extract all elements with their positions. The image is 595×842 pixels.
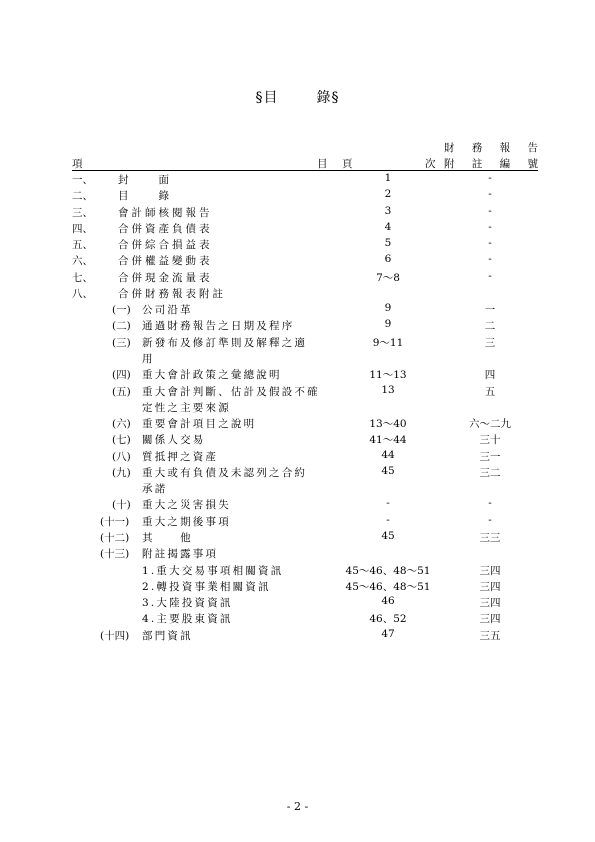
table-row — [0, 400, 595, 416]
row-label: (八) — [112, 450, 131, 463]
row-page: 7～8 — [376, 271, 400, 284]
table-row — [0, 221, 595, 237]
table-row — [0, 367, 595, 383]
note-header-char: 告 — [527, 142, 538, 154]
row-note: 三四 — [479, 597, 501, 609]
table-row — [0, 351, 595, 367]
table-row — [0, 449, 595, 465]
row-page: 45 — [381, 464, 395, 477]
row-text: 會計師核閱報告 — [118, 206, 213, 219]
header-mu: 目 — [317, 158, 328, 170]
row-note: 六～二九 — [469, 418, 511, 430]
row-note: - — [488, 172, 492, 184]
table-row — [0, 563, 595, 579]
row-label: (四) — [112, 369, 131, 382]
row-page: 13 — [381, 383, 395, 396]
row-page: 47 — [381, 627, 395, 640]
row-text: 合併權益變動表 — [118, 255, 213, 268]
row-note: 二 — [484, 320, 496, 333]
row-page: 9～11 — [372, 336, 404, 349]
table-row — [0, 384, 595, 400]
table-row — [0, 188, 595, 204]
row-note: - — [488, 269, 492, 282]
row-text: 重大會計判斷、估計及假設不確 — [142, 385, 320, 398]
row-text: 合併綜合損益表 — [118, 239, 213, 252]
row-note: 三四 — [479, 564, 501, 577]
table-row — [0, 481, 595, 497]
row-note: 三二 — [479, 466, 501, 479]
note-header-char: 報 — [499, 142, 511, 154]
row-note: - — [488, 204, 492, 217]
row-label: 四、 — [72, 222, 93, 235]
row-label: 五、 — [72, 239, 93, 252]
row-text: 其 他 — [142, 531, 193, 544]
row-label: 二、 — [72, 190, 93, 203]
row-page: - — [386, 513, 390, 526]
row-note: 四 — [484, 369, 496, 382]
row-note: 三五 — [479, 629, 501, 642]
row-page: 46 — [381, 595, 395, 607]
row-text: 封 面 — [118, 174, 172, 186]
row-label: (三) — [112, 336, 131, 349]
row-page: 3 — [384, 204, 392, 217]
row-text: 重大會計政策之彙總說明 — [142, 369, 282, 382]
table-row — [0, 416, 595, 432]
row-label: 八、 — [72, 287, 93, 300]
row-label: (十三) — [100, 548, 130, 561]
row-text: 部門資訊 — [142, 629, 193, 642]
row-text: 關係人交易 — [142, 434, 206, 447]
row-text: 重大之災害損失 — [142, 499, 231, 512]
page-title — [0, 87, 595, 107]
row-page: 13～40 — [369, 418, 407, 430]
row-text: 質抵押之資產 — [142, 450, 219, 463]
row-label: (十四) — [100, 629, 130, 642]
row-note: - — [488, 253, 492, 266]
row-note: 三四 — [479, 613, 501, 626]
row-page: 45～46、48～51 — [345, 580, 431, 593]
table-row — [0, 432, 595, 448]
row-text: 合併現金流量表 — [118, 271, 213, 284]
row-label: (六) — [112, 418, 131, 430]
row-page: 9 — [384, 302, 392, 315]
row-text: 承諾 — [142, 483, 168, 496]
row-text: 目 錄 — [118, 190, 172, 203]
table-row — [0, 318, 595, 334]
row-text: 新發布及修訂準則及解釋之適 — [142, 336, 308, 349]
row-note: 三四 — [479, 580, 501, 593]
row-label: (十一) — [100, 515, 130, 528]
row-label: (十二) — [100, 531, 130, 544]
row-page: 6 — [384, 253, 392, 266]
row-note: 三三 — [479, 531, 501, 544]
table-row — [0, 270, 595, 286]
row-page: 2 — [384, 188, 392, 201]
note-header-char: 號 — [527, 158, 538, 170]
row-text: 1.重大交易事項相關資訊 — [142, 564, 284, 577]
row-text: 公司沿革 — [142, 304, 193, 317]
table-row — [0, 465, 595, 481]
row-note: 三 — [484, 336, 496, 349]
row-text: 附註揭露事項 — [142, 548, 219, 561]
note-header-char: 註 — [471, 158, 483, 170]
row-note: - — [488, 513, 492, 526]
note-header-char: 務 — [471, 142, 483, 154]
row-page: 4 — [384, 220, 392, 233]
row-label: (一) — [112, 304, 131, 317]
table-row — [0, 286, 595, 302]
table-row — [0, 253, 595, 269]
row-text: 通過財務報告之日期及程序 — [142, 320, 295, 333]
row-text: 重大之期後事項 — [142, 515, 231, 528]
row-text: 合併資產負債表 — [118, 222, 213, 235]
row-label: 七、 — [72, 271, 93, 284]
table-row — [0, 497, 595, 513]
row-text: 合併財務報表附註 — [118, 287, 226, 300]
table-row — [0, 302, 595, 318]
row-page: 45 — [381, 529, 395, 542]
row-page: 46、52 — [369, 613, 407, 626]
row-label: (二) — [112, 320, 131, 333]
note-header-bottom — [444, 156, 538, 171]
row-label: (十) — [112, 499, 131, 512]
row-note: - — [488, 220, 492, 233]
row-note: 五 — [484, 385, 496, 398]
row-page: 41～44 — [369, 434, 407, 447]
row-label: (九) — [112, 466, 131, 479]
row-label: 三、 — [72, 206, 93, 219]
table-row — [0, 628, 595, 644]
row-label: (七) — [112, 434, 131, 447]
table-row — [0, 514, 595, 530]
title-right: 錄§ — [316, 90, 340, 106]
table-row — [0, 237, 595, 253]
row-note: - — [488, 237, 492, 250]
row-text: 定性之主要來源 — [142, 401, 231, 414]
row-text: 重要會計項目之說明 — [142, 418, 257, 430]
row-page: 11～13 — [369, 369, 407, 382]
row-note: 一 — [484, 304, 496, 317]
row-note: 三十 — [479, 434, 501, 447]
note-header-top — [444, 140, 538, 155]
table-row — [0, 530, 595, 546]
title-left: §目 — [255, 90, 279, 106]
header-ci: 次 — [425, 158, 436, 170]
table-row — [0, 611, 595, 627]
table-row — [0, 546, 595, 562]
row-text: 2.轉投資事業相關資訊 — [142, 580, 271, 593]
note-header-char: 編 — [499, 158, 511, 170]
row-page: 5 — [384, 237, 392, 250]
row-note: - — [488, 188, 492, 201]
row-page: 44 — [381, 448, 395, 461]
row-page: 1 — [384, 172, 392, 184]
header-item: 項 — [72, 158, 83, 170]
table-row — [0, 172, 595, 188]
row-text: 重大或有負債及未認列之合約 — [142, 466, 308, 479]
row-text: 4.主要股東資訊 — [142, 613, 233, 626]
row-label: 一、 — [72, 174, 93, 186]
table-row — [0, 205, 595, 221]
header-page: 頁 — [342, 158, 353, 170]
note-header-char: 財 — [444, 142, 455, 154]
row-note: - — [488, 497, 492, 510]
note-header-char: 附 — [444, 158, 455, 170]
page-number: - 2 - — [286, 800, 309, 813]
row-page: 9 — [384, 318, 392, 331]
row-label: (五) — [112, 385, 131, 398]
row-label: 六、 — [72, 255, 93, 268]
row-text: 用 — [142, 353, 155, 365]
row-text: 3.大陸投資資訊 — [142, 597, 233, 609]
row-page: 45～46、48～51 — [345, 564, 431, 577]
table-row — [0, 335, 595, 351]
row-page: - — [386, 497, 390, 510]
table-row — [0, 595, 595, 611]
table-row — [0, 579, 595, 595]
row-note: 三一 — [479, 450, 501, 463]
